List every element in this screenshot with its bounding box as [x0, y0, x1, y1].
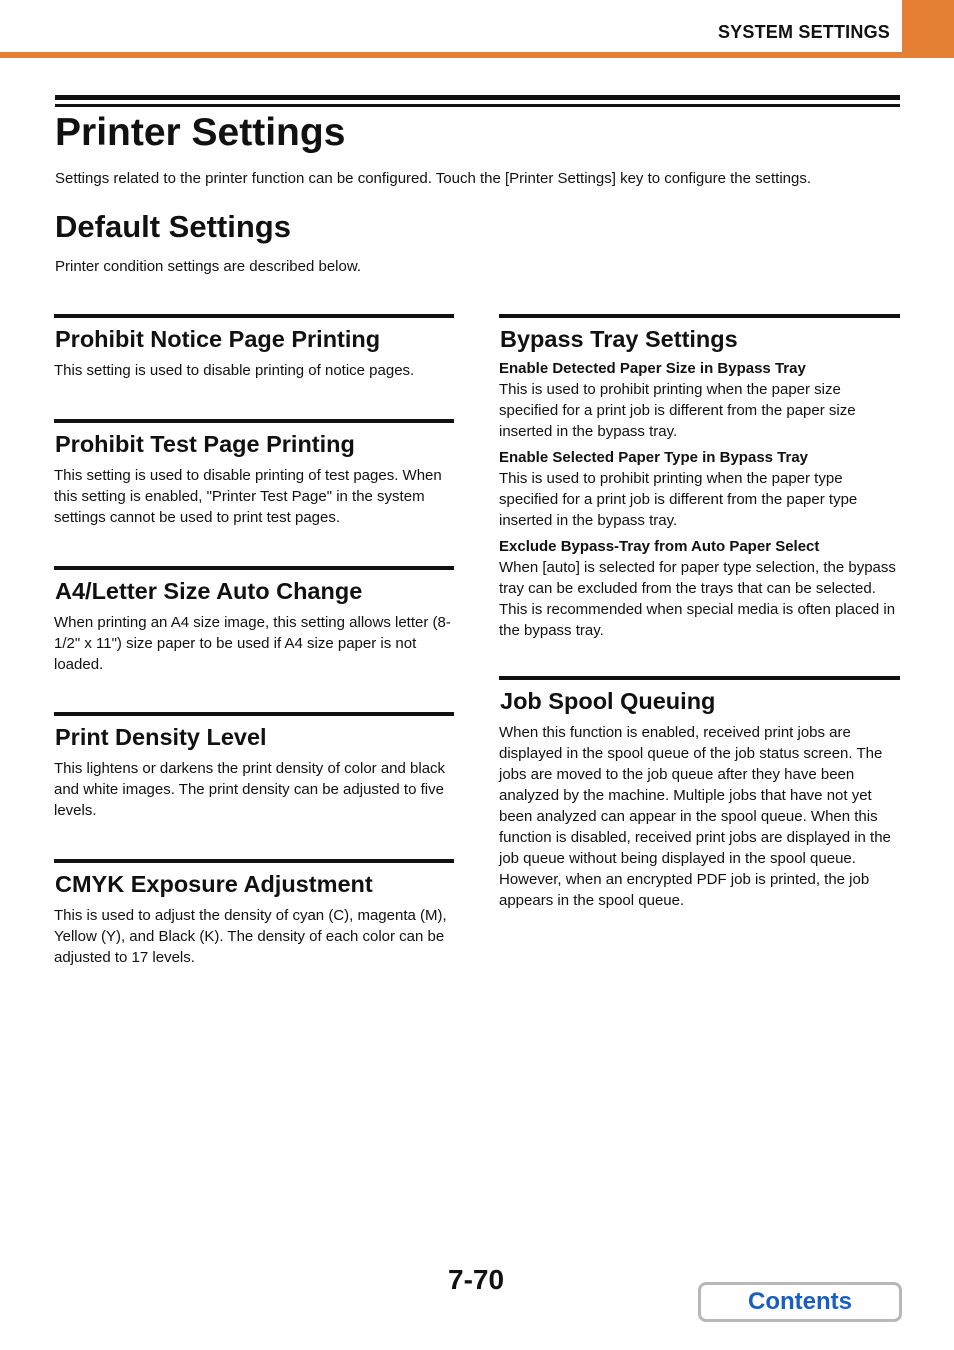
bypass-option-description: When [auto] is selected for paper type selection, the bypass tray can be excluded from the trays that can be selected. This is recommended when special media is often placed in the bypass tray. — [499, 559, 896, 639]
section-intro: Printer condition settings are described below. — [55, 258, 362, 275]
page-title: Printer Settings — [55, 111, 346, 154]
setting-description: This is used to adjust the density of cyan (C), magenta (M), Yellow (Y), and Black (K). The density of each color can be adjusted to 17 levels. — [54, 907, 447, 966]
bypass-option-description: This is used to prohibit printing when the paper size specified for a print job is different from the paper size inserted in the bypass tray. — [499, 381, 856, 440]
setting-block-prohibit-test — [54, 419, 454, 563]
setting-block-bypass-tray — [499, 314, 900, 676]
setting-block-prohibit-notice — [54, 314, 454, 416]
header-accent-line — [0, 52, 954, 58]
setting-description: When this function is enabled, received print jobs are displayed in the spool queue of the job status screen. The jobs are moved to the job queue after they have been analyzed by the machine. Multiple jobs that have not yet been analyzed can appear in the spool queue. When this function is disabled, received print jobs are displayed in the job queue without being displayed in the spool queue. However, when an encrypted PDF job is printed, the job appears in the spool queue. — [499, 724, 891, 909]
setting-block-print-density — [54, 712, 454, 856]
setting-block-cmyk — [54, 859, 454, 968]
setting-title: Prohibit Notice Page Printing — [55, 326, 381, 352]
setting-title: Job Spool Queuing — [500, 688, 716, 714]
bypass-option-label: Enable Selected Paper Type in Bypass Tray — [499, 449, 809, 466]
chapter-title: SYSTEM SETTINGS — [717, 22, 890, 42]
header-bar — [0, 0, 954, 58]
bypass-option-description: This is used to prohibit printing when the paper type specified for a print job is different from the paper type inserted in the bypass tray. — [499, 470, 858, 529]
setting-description: This setting is used to disable printing of test pages. When this setting is enabled, "Printer Test Page" in the system settings cannot be used to print test pages. — [54, 467, 442, 526]
page-number: 7-70 — [448, 1264, 505, 1295]
header-accent-tab — [902, 0, 954, 58]
title-rule — [55, 95, 900, 100]
title-rule-secondary — [55, 104, 900, 107]
bypass-option-label: Enable Detected Paper Size in Bypass Tray — [499, 360, 806, 377]
section-title: Default Settings — [55, 209, 291, 244]
contents-button[interactable]: Contents — [698, 1282, 902, 1322]
setting-title: A4/Letter Size Auto Change — [55, 578, 363, 604]
setting-title: Bypass Tray Settings — [500, 326, 738, 352]
bypass-option-label: Exclude Bypass-Tray from Auto Paper Select — [499, 538, 820, 555]
setting-description: This lightens or darkens the print density of color and black and white images. The print density can be adjusted to five levels. — [54, 760, 446, 819]
setting-description: When printing an A4 size image, this setting allows letter (8-1/2" x 11") size paper to be used if A4 size paper is not loaded. — [54, 614, 451, 673]
setting-block-job-spool — [499, 676, 900, 911]
page-intro: Settings related to the printer function can be configured. Touch the [Printer Settings] key to configure the settings. — [55, 170, 812, 187]
setting-title: CMYK Exposure Adjustment — [55, 871, 373, 897]
left-column — [54, 314, 454, 968]
right-column — [499, 314, 900, 911]
setting-description: This setting is used to disable printing of notice pages. — [54, 362, 415, 379]
setting-title: Print Density Level — [55, 724, 267, 750]
setting-block-a4-letter — [54, 566, 454, 709]
setting-title: Prohibit Test Page Printing — [55, 431, 355, 457]
